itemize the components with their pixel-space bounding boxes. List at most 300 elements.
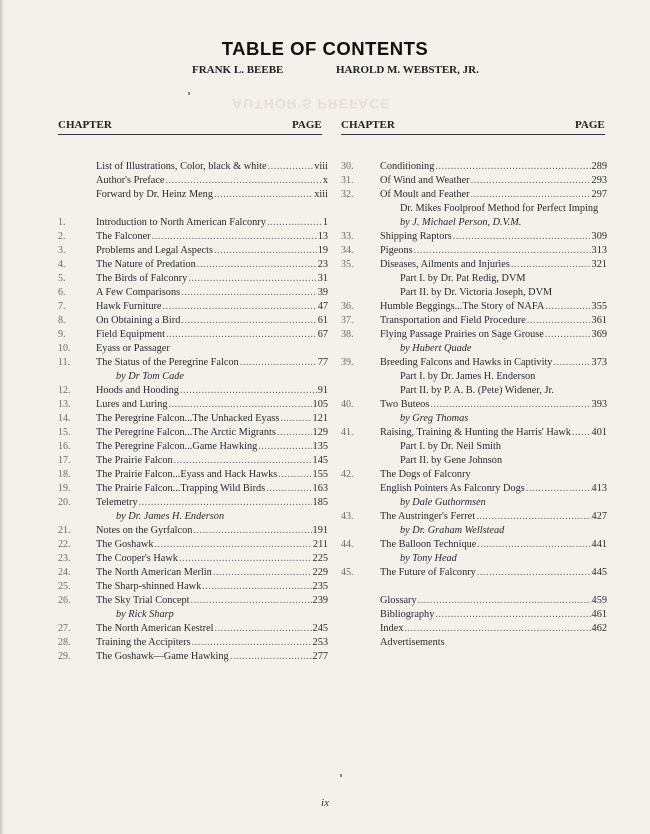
dot-leader — [174, 454, 312, 468]
chapter-number: 14. — [58, 413, 71, 424]
entry-text — [380, 566, 607, 580]
entry-text — [96, 370, 328, 384]
page-ref: 293 — [591, 175, 607, 186]
chapter-number: 27. — [58, 623, 71, 634]
toc-entry[interactable] — [341, 622, 607, 636]
chapter-title: Forward by Dr. Heinz Meng — [96, 189, 213, 200]
toc-entry[interactable] — [58, 258, 328, 272]
page-ref: 61 — [317, 315, 328, 326]
page-ref: 225 — [312, 553, 328, 564]
chapter-title: Problems and Legal Aspects — [96, 245, 213, 256]
dot-leader — [477, 566, 591, 580]
toc-entry[interactable] — [58, 552, 328, 566]
toc-entry[interactable] — [341, 314, 607, 328]
chapter-title: The Peregrine Falcon...The Unhacked Eyass — [96, 413, 280, 424]
dot-leader — [197, 258, 317, 272]
toc-entry[interactable] — [341, 426, 607, 440]
entry-text — [380, 538, 607, 552]
toc-entry[interactable] — [58, 454, 328, 468]
page-ref: 373 — [591, 357, 607, 368]
page-ref: 401 — [591, 427, 607, 438]
page-ref: 67 — [317, 329, 328, 340]
entry-text — [96, 454, 328, 468]
toc-entry[interactable] — [58, 174, 328, 188]
toc-entry[interactable] — [58, 370, 328, 384]
chapter-title: Part I. by Dr. Pat Redig, DVM — [400, 273, 526, 284]
entry-text — [96, 300, 328, 314]
dot-leader — [163, 300, 317, 314]
entry-text — [96, 510, 328, 524]
chapter-title: The Prairie Falcon...Eyass and Hack Hawks — [96, 469, 278, 480]
page-ref: 39 — [317, 287, 328, 298]
dot-leader — [188, 272, 316, 286]
entry-text — [380, 384, 607, 398]
entry-text — [380, 524, 607, 538]
chapter-number: 28. — [58, 637, 71, 648]
toc-entry[interactable] — [341, 216, 607, 230]
chapter-number: 24. — [58, 567, 71, 578]
page-ref: 253 — [312, 637, 328, 648]
chapter-title: Field Equipment — [96, 329, 165, 340]
dot-leader — [181, 314, 316, 328]
toc-entry[interactable] — [58, 482, 328, 496]
toc-entry[interactable] — [341, 594, 607, 608]
page-ref: 145 — [312, 455, 328, 466]
toc-entry[interactable] — [341, 454, 607, 468]
paper-speck — [340, 774, 342, 777]
page-ref: 77 — [317, 357, 328, 368]
dot-leader — [476, 510, 590, 524]
page-ref: 277 — [312, 651, 328, 662]
right-page-header: PAGE — [575, 119, 605, 131]
entry-text — [380, 468, 607, 482]
dot-leader — [435, 160, 590, 174]
chapter-number: 43. — [341, 511, 354, 522]
toc-entry[interactable] — [58, 300, 328, 314]
entry-text — [96, 258, 328, 272]
entry-text — [380, 272, 607, 286]
toc-entry[interactable] — [341, 398, 607, 412]
toc-entry[interactable] — [58, 230, 328, 244]
toc-entry[interactable] — [341, 552, 607, 566]
toc-entry[interactable] — [341, 370, 607, 384]
chapter-title: Of Moult and Feather — [380, 189, 470, 200]
dot-leader — [214, 188, 313, 202]
chapter-number: 7. — [58, 301, 66, 312]
toc-entry[interactable] — [341, 188, 607, 202]
entry-text — [380, 636, 607, 650]
chapter-title: The Cooper's Hawk — [96, 553, 178, 564]
chapter-number: 29. — [58, 651, 71, 662]
dot-leader — [240, 356, 317, 370]
entry-text — [96, 314, 328, 328]
entry-text — [96, 244, 328, 258]
entry-text — [380, 160, 607, 174]
page-ref: 461 — [591, 609, 607, 620]
toc-entry[interactable] — [58, 594, 328, 608]
chapter-title: Advertisements — [380, 637, 445, 648]
toc-entry[interactable] — [341, 636, 607, 650]
dot-leader — [154, 538, 311, 552]
dot-leader — [139, 496, 312, 510]
entry-text — [96, 608, 328, 622]
page-ref: 245 — [312, 623, 328, 634]
chapter-title: Transportation and Field Procedure — [380, 315, 526, 326]
toc-entry[interactable] — [58, 412, 328, 426]
toc-entry[interactable] — [58, 580, 328, 594]
right-toc-column — [341, 160, 607, 650]
chapter-title: The Prairie Falcon — [96, 455, 173, 466]
dot-leader — [471, 188, 591, 202]
spacer — [341, 580, 607, 594]
chapter-number: 36. — [341, 301, 354, 312]
toc-entry[interactable] — [341, 272, 607, 286]
entry-text — [96, 524, 328, 538]
page-ref: 91 — [317, 385, 328, 396]
entry-text — [380, 328, 607, 342]
chapter-number: 12. — [58, 385, 71, 396]
chapter-title: by Tony Head — [400, 553, 457, 564]
entry-text — [380, 510, 607, 524]
page-ref: 211 — [312, 539, 328, 550]
chapter-number: 34. — [341, 245, 354, 256]
dot-leader — [278, 468, 311, 482]
entry-text — [96, 650, 328, 664]
toc-entry[interactable] — [58, 426, 328, 440]
chapter-title: Raising, Training & Hunting the Harris' Hawk — [380, 427, 571, 438]
page-ref: 445 — [591, 567, 607, 578]
entry-text — [96, 440, 328, 454]
dot-leader — [202, 580, 311, 594]
dot-leader — [553, 356, 590, 370]
toc-entry[interactable] — [58, 398, 328, 412]
page-ref: 191 — [312, 525, 328, 536]
toc-entry[interactable] — [58, 622, 328, 636]
chapter-title: by Rick Sharp — [116, 609, 174, 620]
dot-leader — [267, 216, 322, 230]
chapter-number: 22. — [58, 539, 71, 550]
entry-text — [380, 426, 607, 440]
page-ref: 297 — [591, 189, 607, 200]
chapter-title: Hoods and Hooding — [96, 385, 179, 396]
chapter-title: English Pointers As Falconry Dogs — [380, 483, 525, 494]
toc-entry[interactable] — [58, 244, 328, 258]
dot-leader — [181, 286, 317, 300]
toc-entry[interactable] — [58, 272, 328, 286]
toc-entry[interactable] — [58, 314, 328, 328]
chapter-number: 26. — [58, 595, 71, 606]
dot-leader — [165, 174, 321, 188]
dot-leader — [268, 160, 314, 174]
toc-entry[interactable] — [58, 636, 328, 650]
toc-entry[interactable] — [341, 160, 607, 174]
chapter-title: The Peregrine Falcon...Game Hawking — [96, 441, 258, 452]
dot-leader — [152, 230, 317, 244]
toc-entry[interactable] — [341, 244, 607, 258]
chapter-title: Lures and Luring — [96, 399, 168, 410]
entry-text — [380, 188, 607, 202]
toc-entry[interactable] — [341, 482, 607, 496]
page-ref: 393 — [591, 399, 607, 410]
chapter-title: Introduction to North American Falconry — [96, 217, 266, 228]
dot-leader — [545, 300, 590, 314]
chapter-number: 1. — [58, 217, 66, 228]
chapter-number: 15. — [58, 427, 71, 438]
entry-text — [380, 216, 607, 230]
entry-text — [96, 636, 328, 650]
page-ref: 309 — [591, 231, 607, 242]
entry-text — [96, 622, 328, 636]
toc-entry[interactable] — [58, 286, 328, 300]
entry-text — [380, 398, 607, 412]
chapter-title: Two Buteos — [380, 399, 430, 410]
dot-leader — [572, 426, 591, 440]
page-ref: 459 — [591, 595, 607, 606]
toc-entry[interactable] — [341, 258, 607, 272]
entry-text — [96, 328, 328, 342]
toc-entry[interactable] — [58, 160, 328, 174]
toc-entry[interactable] — [341, 510, 607, 524]
toc-entry[interactable] — [58, 566, 328, 580]
chapter-title: The Peregrine Falcon...The Arctic Migrants — [96, 427, 276, 438]
entry-text — [96, 594, 328, 608]
page-ref: x — [322, 175, 328, 186]
toc-entry[interactable] — [58, 188, 328, 202]
toc-entry[interactable] — [58, 356, 328, 370]
dot-leader — [435, 608, 590, 622]
page-ref: 129 — [312, 427, 328, 438]
entry-text — [380, 412, 607, 426]
entry-text — [96, 230, 328, 244]
toc-entry[interactable] — [58, 496, 328, 510]
chapter-title: Part II. by Gene Johnson — [400, 455, 503, 466]
right-header-rule — [341, 134, 605, 135]
dot-leader — [453, 230, 591, 244]
chapter-title: The Status of the Peregrine Falcon — [96, 357, 239, 368]
entry-text — [380, 286, 607, 300]
chapter-title: The Prairie Falcon...Trapping Wild Birds — [96, 483, 266, 494]
toc-entry[interactable] — [341, 342, 607, 356]
page-ref: 229 — [312, 567, 328, 578]
chapter-title: Notes on the Gyrfalcon — [96, 525, 193, 536]
toc-entry[interactable] — [58, 440, 328, 454]
toc-entry[interactable] — [341, 538, 607, 552]
page-ref: 361 — [591, 315, 607, 326]
chapter-title: The Goshawk—Game Hawking — [96, 651, 229, 662]
entry-text — [380, 230, 607, 244]
toc-entry[interactable] — [341, 328, 607, 342]
page-ref: 185 — [312, 497, 328, 508]
entry-text — [96, 468, 328, 482]
page-ref: 13 — [317, 231, 328, 242]
chapter-title: The Balloon Technique — [380, 539, 477, 550]
dot-leader — [258, 440, 311, 454]
chapter-number: 42. — [341, 469, 354, 480]
toc-entry[interactable] — [58, 538, 328, 552]
page-ref: 441 — [591, 539, 607, 550]
toc-entry[interactable] — [58, 216, 328, 230]
toc-entry[interactable] — [341, 468, 607, 482]
toc-entry[interactable] — [341, 566, 607, 580]
dot-leader — [527, 314, 591, 328]
page-ref: 413 — [591, 483, 607, 494]
entry-text — [380, 174, 607, 188]
entry-text — [380, 258, 607, 272]
dot-leader — [166, 328, 317, 342]
page-ref: 1 — [322, 217, 328, 228]
entry-text — [96, 160, 328, 174]
page-ref: xiii — [314, 189, 328, 200]
entry-text — [96, 174, 328, 188]
page-ref: 239 — [312, 595, 328, 606]
chapter-title: The Falconer — [96, 231, 151, 242]
chapter-number: 21. — [58, 525, 71, 536]
toc-entry[interactable] — [341, 202, 607, 216]
entry-text — [380, 594, 607, 608]
entry-text — [380, 314, 607, 328]
toc-entry[interactable] — [58, 468, 328, 482]
page-ref: 47 — [317, 301, 328, 312]
chapter-number: 17. — [58, 455, 71, 466]
toc-entry[interactable] — [58, 608, 328, 622]
entry-text — [96, 566, 328, 580]
chapter-title: The North American Kestrel — [96, 623, 214, 634]
dot-leader — [180, 384, 317, 398]
toc-entry[interactable] — [341, 286, 607, 300]
entry-text — [96, 398, 328, 412]
chapter-number: 39. — [341, 357, 354, 368]
toc-entry[interactable] — [341, 356, 607, 370]
chapter-title: Bibliography — [380, 609, 435, 620]
entry-text — [96, 356, 328, 370]
toc-entry[interactable] — [58, 524, 328, 538]
chapter-number: 11. — [58, 357, 71, 368]
toc-entry[interactable] — [58, 650, 328, 664]
page-title: TABLE OF CONTENTS — [221, 38, 429, 59]
dot-leader — [192, 636, 312, 650]
chapter-title: Humble Beggings...The Story of NAFA — [380, 301, 545, 312]
chapter-title: by Greg Thomas — [400, 413, 469, 424]
dot-leader — [430, 398, 590, 412]
page-number: ix — [321, 797, 329, 809]
chapter-title: by Hubert Quade — [400, 343, 472, 354]
dot-leader — [179, 552, 312, 566]
chapter-title: by Dr. Graham Wellstead — [400, 525, 505, 536]
toc-entry[interactable] — [341, 230, 607, 244]
entry-text — [96, 580, 328, 594]
chapter-title: by Dr. James H. Enderson — [116, 511, 225, 522]
chapter-title: The Future of Falconry — [380, 567, 476, 578]
chapter-number: 13. — [58, 399, 71, 410]
chapter-number: 23. — [58, 553, 71, 564]
chapter-number: 19. — [58, 483, 71, 494]
dot-leader — [213, 566, 312, 580]
toc-entry[interactable] — [58, 384, 328, 398]
chapter-title: The Sharp-shinned Hawk — [96, 581, 202, 592]
page-spine-shadow — [0, 0, 4, 834]
chapter-title: Pigeons — [380, 245, 413, 256]
chapter-title: The Nature of Predation — [96, 259, 196, 270]
toc-entry[interactable] — [341, 412, 607, 426]
left-chapter-header: CHAPTER — [58, 119, 112, 131]
chapter-title: Flying Passage Prairies on Sage Grouse — [380, 329, 544, 340]
entry-text — [380, 496, 607, 510]
dot-leader — [477, 538, 590, 552]
page-ref: 313 — [591, 245, 607, 256]
dot-leader — [471, 174, 591, 188]
chapter-title: The Sky Trial Concept — [96, 595, 190, 606]
page-ref: 427 — [591, 511, 607, 522]
chapter-number: 44. — [341, 539, 354, 550]
entry-text — [96, 552, 328, 566]
entry-text — [96, 496, 328, 510]
chapter-title: Part II. by P. A. B. (Pete) Widener, Jr. — [400, 385, 554, 396]
toc-entry[interactable] — [341, 300, 607, 314]
dot-leader — [511, 258, 591, 272]
dot-leader — [280, 412, 311, 426]
page-ref: 289 — [591, 161, 607, 172]
page-ref: 369 — [591, 329, 607, 340]
toc-entry[interactable] — [58, 342, 328, 356]
left-toc-column — [58, 160, 328, 664]
entry-text — [380, 244, 607, 258]
toc-entry[interactable] — [58, 328, 328, 342]
chapter-title: Part I. by Dr. Neil Smith — [400, 441, 501, 452]
chapter-number: 35. — [341, 259, 354, 270]
entry-text — [96, 342, 328, 356]
chapter-number: 18. — [58, 469, 71, 480]
dot-leader — [215, 622, 312, 636]
chapter-number: 25. — [58, 581, 71, 592]
toc-entry[interactable] — [341, 440, 607, 454]
spacer — [58, 202, 328, 216]
chapter-number: 38. — [341, 329, 354, 340]
chapter-number: 37. — [341, 315, 354, 326]
chapter-number: 30. — [341, 161, 354, 172]
dot-leader — [214, 244, 317, 258]
chapter-title: The Birds of Falconry — [96, 273, 188, 284]
chapter-number: 3. — [58, 245, 66, 256]
entry-text — [380, 622, 607, 636]
entry-text — [380, 300, 607, 314]
dot-leader — [169, 398, 312, 412]
toc-entry[interactable] — [58, 510, 328, 524]
dot-leader — [404, 622, 590, 636]
dot-leader — [545, 328, 591, 342]
toc-entry[interactable] — [341, 608, 607, 622]
page-ref: 163 — [312, 483, 328, 494]
entry-text — [380, 202, 607, 216]
page-ref: viii — [314, 161, 328, 172]
author-2: HAROLD M. WEBSTER, JR. — [336, 64, 479, 76]
entry-text — [96, 188, 328, 202]
chapter-title: by Dale Guthormsen — [400, 497, 486, 508]
chapter-number: 2. — [58, 231, 66, 242]
chapter-number: 16. — [58, 441, 71, 452]
toc-entry[interactable] — [341, 496, 607, 510]
toc-entry[interactable] — [341, 524, 607, 538]
entry-text — [96, 216, 328, 230]
entry-text — [380, 342, 607, 356]
chapter-title: Index — [380, 623, 404, 634]
author-1: FRANK L. BEEBE — [192, 64, 284, 76]
toc-entry[interactable] — [341, 384, 607, 398]
entry-text — [96, 538, 328, 552]
chapter-number: 45. — [341, 567, 354, 578]
toc-entry[interactable] — [341, 174, 607, 188]
chapter-title: Part I. by Dr. James H. Enderson — [400, 371, 536, 382]
chapter-title: Eyass or Passager — [96, 343, 170, 354]
